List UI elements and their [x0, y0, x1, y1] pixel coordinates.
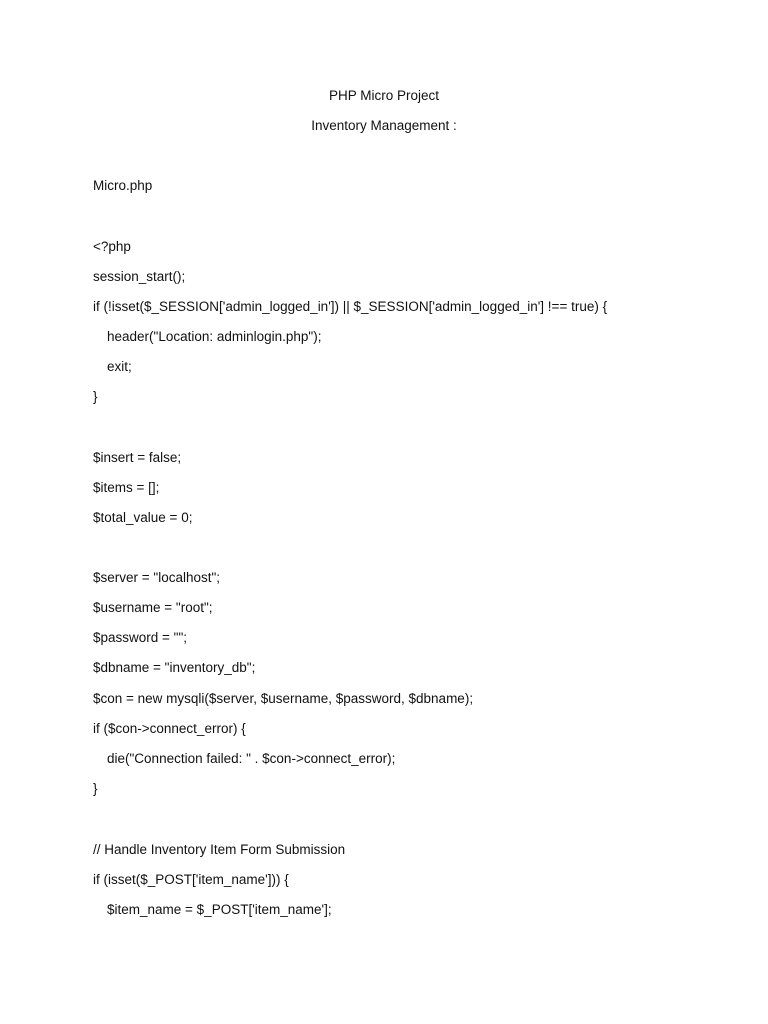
code-line: if (isset($_POST['item_name'])) {: [93, 872, 289, 887]
code-line: <?php: [93, 239, 131, 254]
code-line: exit;: [107, 359, 132, 374]
code-line: header("Location: adminlogin.php");: [107, 329, 322, 344]
code-comment: // Handle Inventory Item Form Submission: [93, 842, 346, 857]
code-line: $item_name = $_POST['item_name'];: [107, 902, 332, 917]
code-line: $password = "";: [93, 630, 188, 645]
code-line: $server = "localhost";: [93, 570, 221, 585]
code-line: }: [93, 781, 98, 796]
code-line: $total_value = 0;: [93, 510, 193, 525]
code-line: if (!isset($_SESSION['admin_logged_in']) || $_SESSION['admin_logged_in'] !== true) {: [93, 299, 608, 314]
code-line: }: [93, 389, 98, 404]
code-line: $con = new mysqli($server, $username, $password, $dbname);: [93, 691, 474, 706]
code-line: $items = [];: [93, 480, 160, 495]
code-line: $insert = false;: [93, 450, 182, 465]
code-line: $username = "root";: [93, 600, 213, 615]
document-subtitle: Inventory Management :: [311, 118, 457, 133]
code-line: $dbname = "inventory_db";: [93, 660, 256, 675]
code-line: session_start();: [93, 269, 186, 284]
document-title: PHP Micro Project: [328, 88, 440, 103]
code-line: die("Connection failed: " . $con->connect_error);: [107, 751, 396, 766]
code-line: if ($con->connect_error) {: [93, 721, 246, 736]
file-name: Micro.php: [93, 178, 153, 193]
